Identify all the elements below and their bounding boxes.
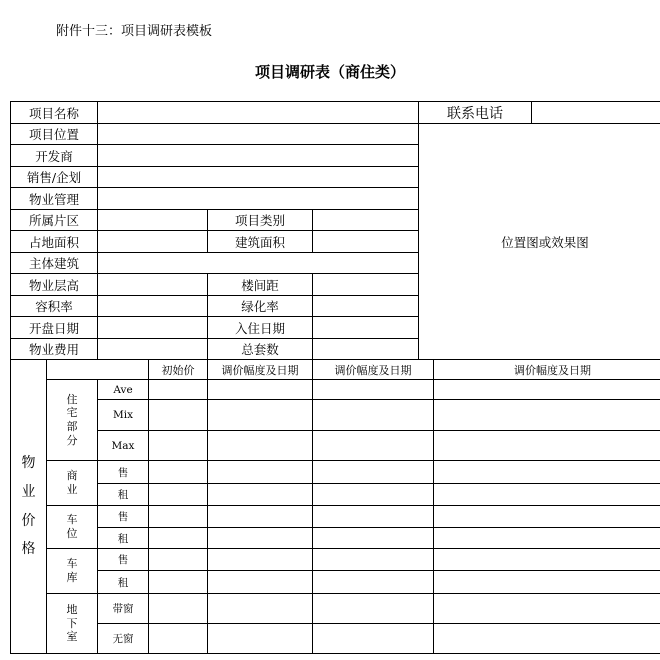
cell-ave-adjust-1[interactable]	[208, 380, 313, 400]
label-green-ratio: 绿化率	[208, 296, 313, 317]
value-district[interactable]	[98, 210, 208, 231]
value-floor-height[interactable]	[98, 274, 208, 296]
cell-ave-adjust-3[interactable]	[434, 380, 660, 400]
value-main-building[interactable]	[98, 253, 419, 274]
value-total-units[interactable]	[313, 339, 419, 360]
header-initial-price: 初始价	[149, 360, 208, 380]
cell-basement-window-adjust-3[interactable]	[434, 594, 660, 624]
cell-mix-adjust-3[interactable]	[434, 400, 660, 431]
cell-basement-nowindow-initial[interactable]	[149, 624, 208, 654]
value-developer[interactable]	[98, 145, 419, 167]
survey-table	[10, 101, 660, 654]
row-label-ave: Ave	[98, 380, 149, 400]
row-label-max: Max	[98, 431, 149, 461]
row-label-commercial-sell: 售	[98, 461, 149, 484]
cell-max-adjust-2[interactable]	[313, 431, 434, 461]
cell-garage-sell-initial[interactable]	[149, 549, 208, 571]
attachment-note: 附件十三：项目调研表模板	[56, 24, 213, 39]
label-floor-height: 物业层高	[11, 274, 98, 296]
label-opening-date: 开盘日期	[11, 317, 98, 339]
row-label-commercial-rent: 租	[98, 484, 149, 506]
label-contact-phone: 联系电话	[419, 102, 532, 124]
cell-garage-rent-adjust-2[interactable]	[313, 571, 434, 594]
row-label-garage-rent: 租	[98, 571, 149, 594]
label-land-area: 占地面积	[11, 231, 98, 253]
value-plot-ratio[interactable]	[98, 296, 208, 317]
cell-parking-sell-adjust-3[interactable]	[434, 506, 660, 528]
cell-commercial-rent-adjust-2[interactable]	[313, 484, 434, 506]
label-total-units: 总套数	[208, 339, 313, 360]
form-title: 项目调研表（商住类）	[254, 63, 405, 81]
value-sales-planning[interactable]	[98, 167, 419, 188]
cell-parking-sell-initial[interactable]	[149, 506, 208, 528]
cell-max-adjust-1[interactable]	[208, 431, 313, 461]
value-property-fee[interactable]	[98, 339, 208, 360]
price-header-blank	[47, 360, 149, 380]
commercial-label: 商 业	[47, 461, 98, 506]
parking-label: 车 位	[47, 506, 98, 549]
cell-basement-window-adjust-1[interactable]	[208, 594, 313, 624]
header-adjust-1: 调价幅度及日期	[208, 360, 313, 380]
label-property-management: 物业管理	[11, 188, 98, 210]
cell-max-adjust-3[interactable]	[434, 431, 660, 461]
label-main-building: 主体建筑	[11, 253, 98, 274]
value-building-spacing[interactable]	[313, 274, 419, 296]
row-label-basement-with-window: 带窗	[98, 594, 149, 624]
cell-commercial-sell-adjust-3[interactable]	[434, 461, 660, 484]
cell-commercial-rent-adjust-1[interactable]	[208, 484, 313, 506]
cell-parking-rent-initial[interactable]	[149, 528, 208, 549]
label-building-spacing: 楼间距	[208, 274, 313, 296]
cell-max-initial[interactable]	[149, 431, 208, 461]
cell-basement-window-adjust-2[interactable]	[313, 594, 434, 624]
label-building-area: 建筑面积	[208, 231, 313, 253]
value-project-location[interactable]	[98, 124, 419, 145]
label-project-location: 项目位置	[11, 124, 98, 145]
header-adjust-2: 调价幅度及日期	[313, 360, 434, 380]
cell-basement-nowindow-adjust-1[interactable]	[208, 624, 313, 654]
cell-garage-sell-adjust-1[interactable]	[208, 549, 313, 571]
value-land-area[interactable]	[98, 231, 208, 253]
value-building-area[interactable]	[313, 231, 419, 253]
label-project-name: 项目名称	[11, 102, 98, 124]
row-label-parking-rent: 租	[98, 528, 149, 549]
value-project-name[interactable]	[98, 102, 419, 124]
cell-basement-nowindow-adjust-2[interactable]	[313, 624, 434, 654]
cell-commercial-sell-adjust-1[interactable]	[208, 461, 313, 484]
cell-commercial-rent-adjust-3[interactable]	[434, 484, 660, 506]
label-property-fee: 物业费用	[11, 339, 98, 360]
row-label-mix: Mix	[98, 400, 149, 431]
basement-label: 地 下 室	[47, 594, 98, 654]
value-project-type[interactable]	[313, 210, 419, 231]
cell-mix-adjust-1[interactable]	[208, 400, 313, 431]
cell-ave-initial[interactable]	[149, 380, 208, 400]
cell-commercial-rent-initial[interactable]	[149, 484, 208, 506]
cell-ave-adjust-2[interactable]	[313, 380, 434, 400]
label-project-type: 项目类别	[208, 210, 313, 231]
label-developer: 开发商	[11, 145, 98, 167]
label-plot-ratio: 容积率	[11, 296, 98, 317]
cell-parking-rent-adjust-1[interactable]	[208, 528, 313, 549]
cell-parking-rent-adjust-3[interactable]	[434, 528, 660, 549]
row-label-parking-sell: 售	[98, 506, 149, 528]
cell-basement-nowindow-adjust-3[interactable]	[434, 624, 660, 654]
property-price-section: 物 业 价 格	[11, 360, 47, 654]
value-property-management[interactable]	[98, 188, 419, 210]
cell-parking-sell-adjust-1[interactable]	[208, 506, 313, 528]
cell-parking-sell-adjust-2[interactable]	[313, 506, 434, 528]
cell-garage-sell-adjust-3[interactable]	[434, 549, 660, 571]
cell-mix-initial[interactable]	[149, 400, 208, 431]
residential-label: 住 宅 部 分	[47, 380, 98, 461]
cell-commercial-sell-adjust-2[interactable]	[313, 461, 434, 484]
label-sales-planning: 销售/企划	[11, 167, 98, 188]
value-move-in-date[interactable]	[313, 317, 419, 339]
row-label-basement-no-window: 无窗	[98, 624, 149, 654]
map-image-area: 位置图或效果图	[419, 124, 660, 360]
label-move-in-date: 入住日期	[208, 317, 313, 339]
header-adjust-3: 调价幅度及日期	[434, 360, 660, 380]
cell-basement-window-initial[interactable]	[149, 594, 208, 624]
value-opening-date[interactable]	[98, 317, 208, 339]
row-label-garage-sell: 售	[98, 549, 149, 571]
cell-commercial-sell-initial[interactable]	[149, 461, 208, 484]
label-district: 所属片区	[11, 210, 98, 231]
garage-label: 车 库	[47, 549, 98, 594]
cell-mix-adjust-2[interactable]	[313, 400, 434, 431]
value-green-ratio[interactable]	[313, 296, 419, 317]
cell-parking-rent-adjust-2[interactable]	[313, 528, 434, 549]
cell-garage-sell-adjust-2[interactable]	[313, 549, 434, 571]
value-contact-phone[interactable]	[532, 102, 660, 124]
cell-garage-rent-adjust-3[interactable]	[434, 571, 660, 594]
cell-garage-rent-initial[interactable]	[149, 571, 208, 594]
cell-garage-rent-adjust-1[interactable]	[208, 571, 313, 594]
